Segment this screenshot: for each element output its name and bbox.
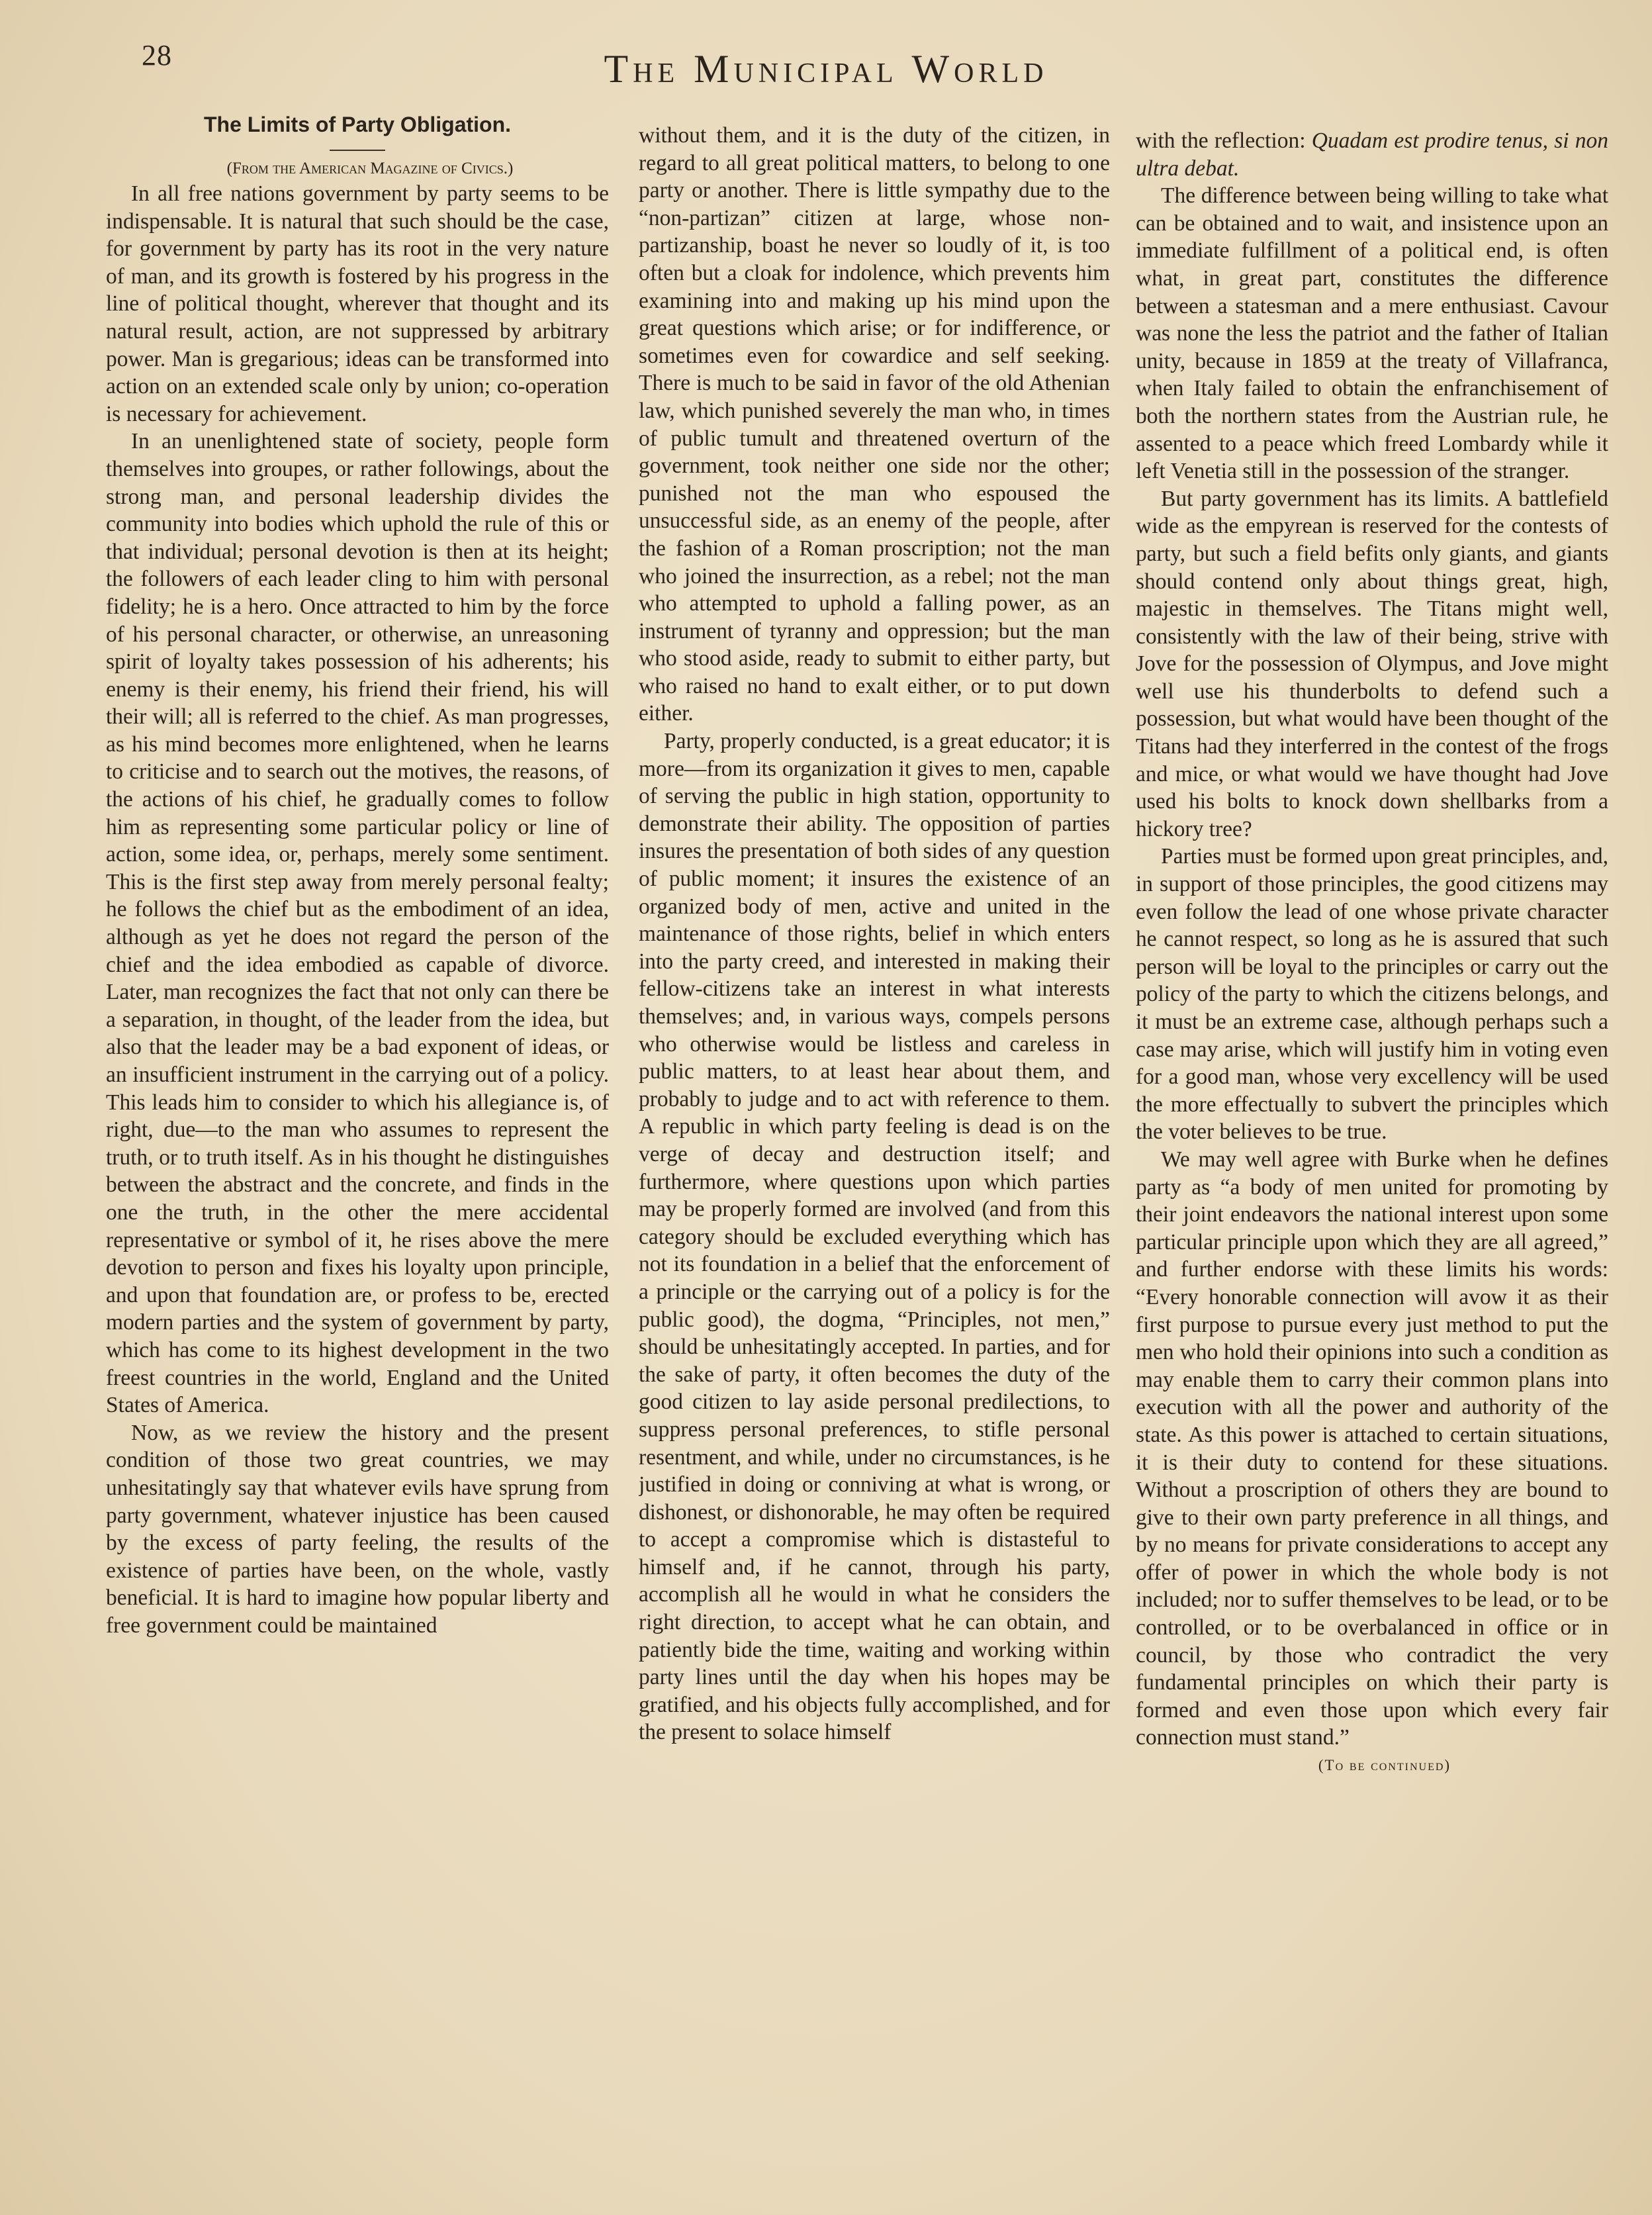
column-1 — [106, 111, 609, 2117]
column-3 — [1136, 127, 1608, 2133]
paragraph-1: In all free nations government by party seems to be indispensable. It is natural that such should be the case, for government by party has its root in the very nature of man, and its growth is fostered by his progress in the line of political thought, wherever that thought and its natural result, action, are not suppressed by arbitrary power. Man is gregarious; ideas can be transformed into action on an extended scale only by union; co-operation is necessary for achievement. — [106, 181, 609, 426]
title-rule — [330, 150, 385, 151]
paragraph-4b — [1136, 127, 1608, 182]
masthead: The Municipal World — [604, 47, 1048, 91]
article-source: (From the American Magazine of Civics.) — [226, 160, 514, 177]
paragraph-2: In an unenlightened state of society, people form themselves into groupes, or rather followings, about the strong man, and personal leadership divides the community into bodies which uphold the rule of this or that individual; personal devotion is then at its height; the followers of each leader cling to him with personal fidelity; he is a hero. Once attracted to him by the force of his personal character, or otherwise, an unreasoning spirit of loyalty takes possession of his adherents; his enemy is their enemy, his friend their friend, his will their will; all is referred to the chief. As man progresses, as his mind becomes more enlightened, when he learns to criticise and to search out the motives, the reasons, of the actions of his chief, he gradually comes to follow him as representing some particular policy or line of action, some idea, or, perhaps, merely some sentiment. This is the first step away from merely personal fealty; he follows the chief but as the embodiment of an idea, although as yet he does not regard the person of the chief and the idea embodied as capable of divorce. Later, man recognizes the fact that not only can there be a separation, in thought, of the leader from the idea, but also that the leader may be a bad exponent of ideas, or an insufficient instrument in the carrying out of a policy. This leads him to consider to which his allegiance is, of right, due—to the man who assumes to represent the truth, or to truth itself. As in his thought he distinguishes between the abstract and the concrete, and finds in the one the truth, in the other the mere accidental representative or symbol of it, he rises above the mere devotion to person and fixes his loyalty upon principle, and upon that foundation are, or profess to be, erected modern parties and the system of government by party, which has come to its highest development in the two freest countries in the world, England and the United States of America. — [106, 429, 609, 1418]
column-2 — [639, 122, 1110, 2128]
article-title: The Limits of Party Obligation. — [203, 113, 512, 136]
latin-quote: Quadam est prodire tenus, si non ultra debat. — [1136, 128, 1608, 181]
paragraph-3b: without them, and it is the duty of the citizen, in regard to all great political matters, to belong to one party or another. There is little sympathy due to the “non-partizan” citizen at large, whose non-partizanship, boast he never so loudly of it, is too often but a cloak for indolence, which prevents him examining into and making up his mind upon the great questions which arise; or for indifference, or sometimes even for cowardice and self seeking. There is much to be said in favor of the old Athenian law, which punished severely the man who, in times of public tumult and threatened overturn of the government, took neither one side nor the other; punished not the man who espoused the unsuccessful side, as an enemy of the people, after the fashion of a Roman proscription; not the man who joined the insurrection, as a rebel; not the man who attempted to uphold a falling power, as an instrument of tyranny and oppression; but the man who stood aside, ready to submit to either party, but who raised no hand to exalt either, or to put down either. — [639, 123, 1110, 726]
paragraph-4-end: with the reflection: — [1136, 128, 1306, 153]
paragraph-4a: Party, properly conducted, is a great educator; it is more—from its organization it gives to men, capable of serving the public in high station, opportunity to demonstrate their ability. The opposition of parties insures the presentation of both sides of any question of public moment; it insures the existence of an organized body of men, active and united in the maintenance of those rights, belief in which enters into the party creed, and interested in making their fellow-citizens take an interest in what interests themselves; and, in various ways, compels persons who otherwise would be listless and careless in public matters, to at least hear about them, and probably to judge and to act with reference to them. A republic in which party feeling is dead is on the verge of decay and destruction itself; and furthermore, where questions upon which parties may be properly formed are involved (and from this category should be excluded everything which has not its foundation in a belief that the enforcement of a principle or the carrying out of a policy is for the public good), the dogma, “Principles, not men,” should be unhesitatingly accepted. In parties, and for the sake of party, it often becomes the duty of the good citizen to lay aside personal predilections, to suppress personal preferences, to stifle personal resentment, and while, under no circumstances, is he justified in doing or conniving at what is wrong, or dishonest, or dishonorable, he may often be required to accept a compromise which is distasteful to himself and, if he cannot, through his party, accomplish all he would in what he considers the right direction, to accept what he can obtain, and patiently bide the time, waiting and working within party lines until the day when his hopes may be gratified, and his objects fully accomplished, and for the present to solace himself — [639, 729, 1110, 1745]
paragraph-6: But party government has its limits. A battlefield wide as the empyrean is reserved for the contests of party, but such a field befits only giants, and giants should contend only about things great, high, majestic in themselves. The Titans might well, consistently with the law of their being, strive with Jove for the possession of Olympus, and Jove might well use his thunderbolts to defend such a possession, but what would have been thought of the Titans had they interferred in the contest of the frogs and mice, or what would we have thought had Jove used his bolts to knock down shellbarks from a hickory tree? — [1136, 486, 1608, 841]
paragraph-5: The difference between being willing to take what can be obtained and to wait, and insistence upon an immediate fulfillment of a political end, is often what, in great part, constitutes the difference between a statesman and a mere enthusiast. Cavour was none the less the patriot and the father of Italian unity, because in 1859 at the treaty of Villafranca, when Italy failed to obtain the enfranchisement of both the northern states from the Austrian rule, he assented to a peace which freed Lombardy while it left Venetia still in the possession of the stranger. — [1136, 183, 1608, 484]
paragraph-7: Parties must be formed upon great principles, and, in support of those principles, the good citizens may even follow the lead of one whose private character he cannot respect, so long as he is assured that such person will be loyal to the principles or carry out the policy of the party to which the citizens belongs, and it must be an extreme case, although perhaps such a case may arise, which will justify him in voting even for a good man, whose very excellency will be used the more effectually to subvert the principles which the voter believes to be true. — [1136, 844, 1608, 1145]
continued-note: (To be continued) — [1318, 1757, 1451, 1774]
paragraph-3a: Now, as we review the history and the present condition of those two great countries, we may unhesitatingly say that whatever evils have sprung from party government, whatever injustice has been caused by the excess of party feeling, the results of the existence of parties have been, on the whole, vastly beneficial. It is hard to imagine how popular liberty and free government could be maintained — [106, 1420, 609, 1638]
paragraph-8: We may well agree with Burke when he defines party as “a body of men united for promoting by their joint endeavors the national interest upon some particular principle upon which they are all agreed,” and further endorse with these limits his words: “Every honorable connection will avow it as their first purpose to pursue every just method to put the men who hold their opinions into such a condition as may enable them to carry their common plans into execution with all the power and authority of the state. As this power is attached to certain situations, it is their duty to contend for these situations. Without a proscription of others they are bound to give to their own party preference in all things, and by no means for private considerations to accept any offer of power in which the whole body is not included; nor to suffer themselves to be lead, or to be controlled, or to be overbalanced in office or in council, by those who contradict the very fundamental principles on which their party is formed and even those upon which every fair connection must stand.” — [1136, 1147, 1608, 1750]
page-number: 28 — [142, 39, 172, 71]
